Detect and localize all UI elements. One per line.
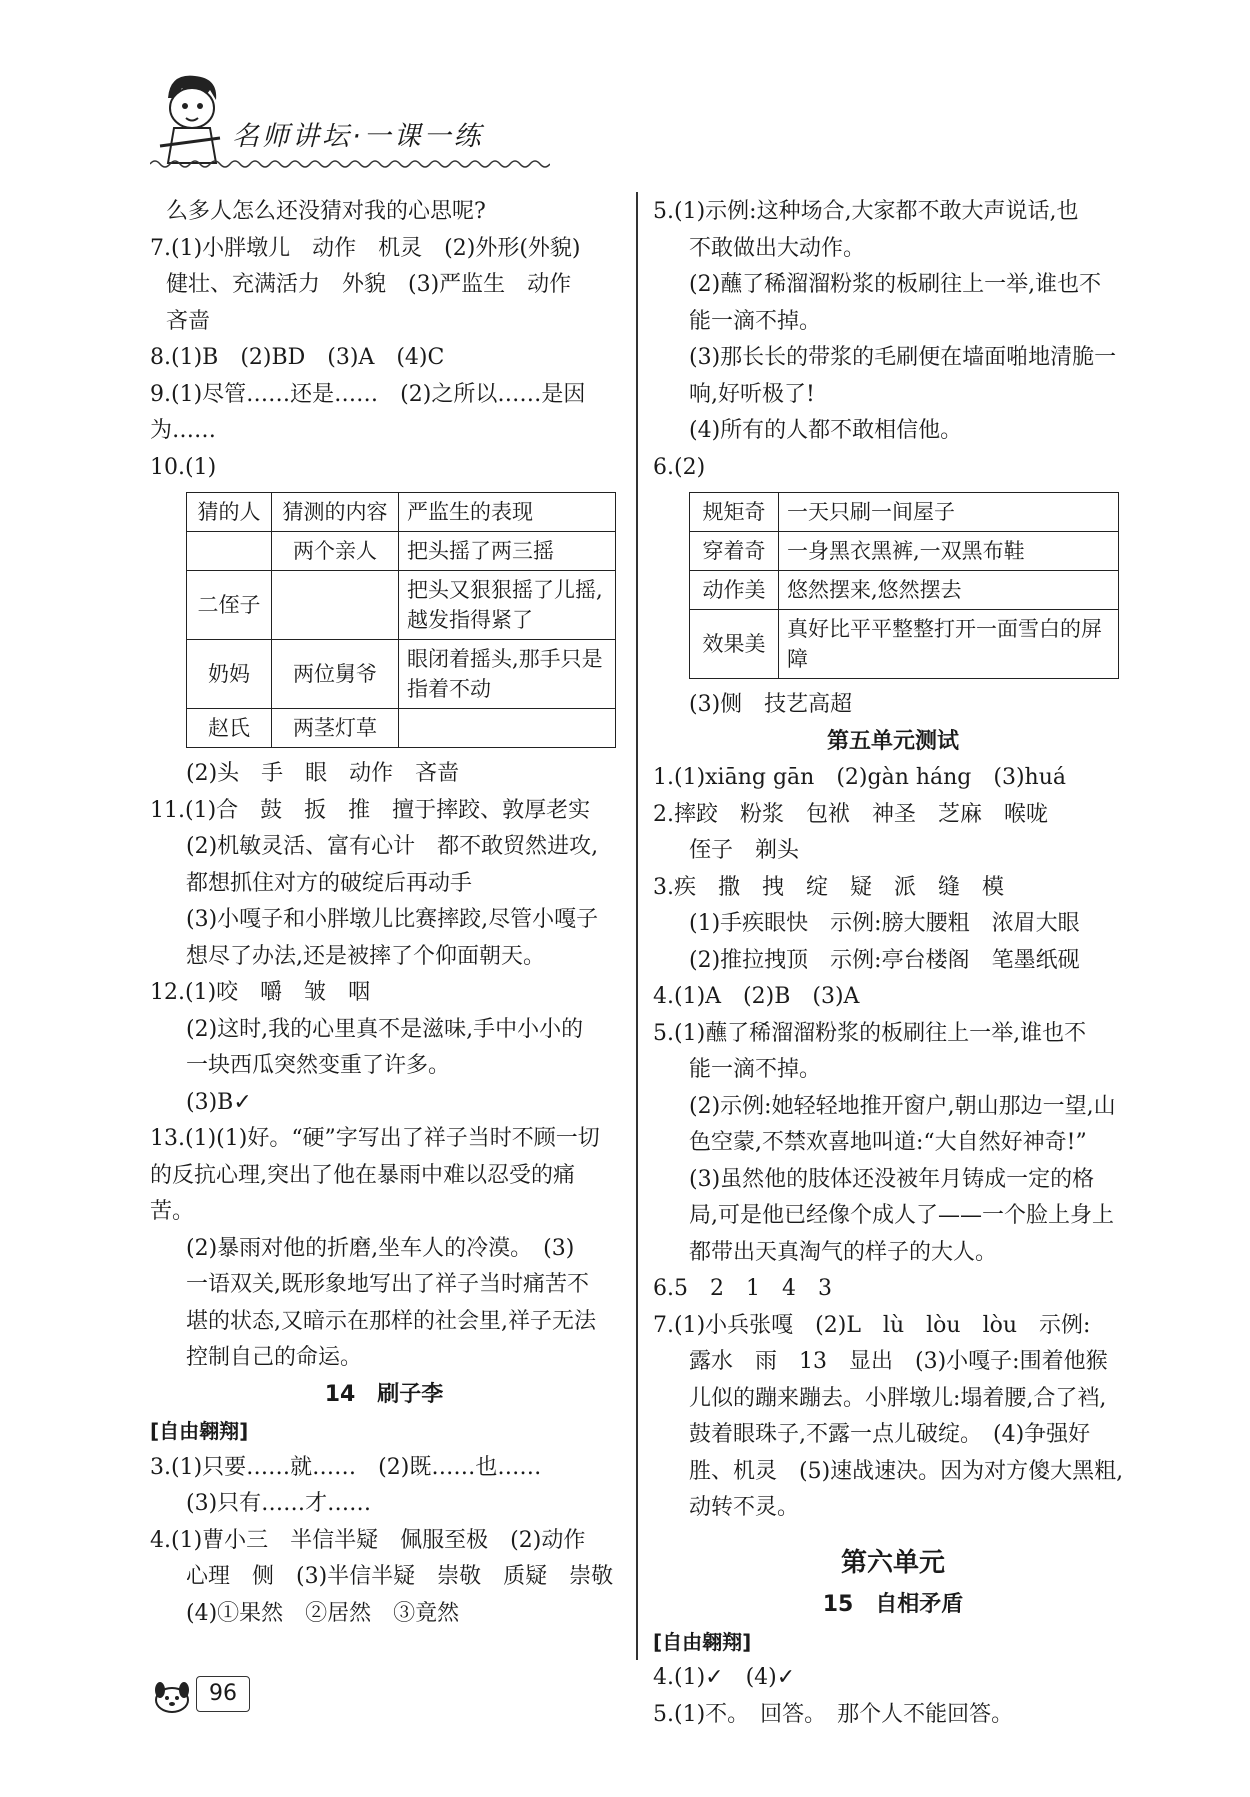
table-cell: 把头又狠狠摇了儿摇,越发指得紧了 <box>399 571 616 640</box>
text-line: 动转不灵。 <box>689 1495 800 1520</box>
column-divider <box>636 192 638 1660</box>
table-cell: 赵氏 <box>187 709 272 748</box>
text-line: 控制自己的命运。 <box>186 1345 363 1370</box>
text-line: (2)示例:她轻轻地推开窗户,朝山那边一望,山 <box>689 1093 1116 1119</box>
text-line: 堪的状态,又暗示在那样的社会里,祥子无法 <box>186 1308 596 1334</box>
section-title: 14 刷子李 <box>324 1381 444 1407</box>
text-line: 儿似的蹦来蹦去。小胖墩儿:塌着腰,合了裆, <box>689 1385 1107 1411</box>
table-cell <box>187 532 272 571</box>
table-cell: 眼闭着摇头,那手只是指着不动 <box>399 640 616 709</box>
text-line: (2)机敏灵活、富有心计 都不敢贸然进攻, <box>186 834 599 859</box>
text-line: 2.摔跤 粉浆 包袱 神圣 芝麻 喉咙 <box>653 801 1048 827</box>
table-cell: 二侄子 <box>187 571 272 640</box>
text-line: (4)①果然 ②居然 ③竟然 <box>186 1600 460 1626</box>
text-line: 7.(1)小胖墩儿 动作 机灵 (2)外形(外貌) <box>150 235 581 261</box>
table-cell: 一身黑衣黑裤,一双黑布鞋 <box>779 532 1119 571</box>
text-line: (3)小嘎子和小胖墩儿比赛摔跤,尽管小嘎子 <box>186 907 599 932</box>
dog-mascot-icon <box>150 1676 194 1716</box>
section-tag: [自由翱翔] <box>150 1419 249 1443</box>
section-tag: [自由翱翔] <box>653 1629 752 1654</box>
header-title: 名师讲坛·一课一练 <box>232 121 484 152</box>
text-line: 10.(1) <box>150 454 217 480</box>
text-line: 能一滴不掉。 <box>689 308 822 334</box>
text-line: (3)侧 技艺高超 <box>689 692 853 717</box>
unit-title: 第六单元 <box>840 1547 945 1578</box>
table-cell: 两个亲人 <box>272 532 399 571</box>
text-line: (2)推拉拽顶 示例:亭台楼阁 笔墨纸砚 <box>689 947 1080 973</box>
text-line: (2)蘸了稀溜溜粉浆的板刷往上一举,谁也不 <box>689 272 1102 297</box>
text-line: 一块西瓜突然变重了许多。 <box>186 1053 451 1078</box>
text-line: 侄子 剃头 <box>689 838 800 863</box>
brush-li-table <box>689 492 1119 679</box>
text-line: 苦。 <box>150 1199 195 1224</box>
text-line: 4.(1)曹小三 半信半疑 佩服至极 (2)动作 <box>150 1527 586 1553</box>
text-line: (4)所有的人都不敢相信他。 <box>689 418 963 443</box>
text-line: 4.(1)✓ (4)✓ <box>653 1665 796 1690</box>
text-line: 4.(1)A (2)B (3)A <box>653 984 860 1009</box>
text-line: (3)B✓ <box>186 1089 252 1115</box>
text-line: 5.(1)不。 回答。 那个人不能回答。 <box>653 1701 1014 1727</box>
text-line: 5.(1)蘸了稀溜溜粉浆的板刷往上一举,谁也不 <box>653 1020 1087 1046</box>
text-line: 么多人怎么还没猜对我的心思呢? <box>166 199 486 224</box>
text-line: 想尽了办法,还是被摔了个仰面朝天。 <box>186 943 545 969</box>
table-cell: 一天只刷一间屋子 <box>779 493 1119 532</box>
text-line: 露水 雨 13 显出 (3)小嘎子:围着他猴 <box>689 1349 1108 1374</box>
table-cell <box>272 571 399 640</box>
text-line: 6.(2) <box>653 454 706 480</box>
text-line: (1)手疾眼快 示例:膀大腰粗 浓眉大眼 <box>689 911 1080 936</box>
text-line: 12.(1)咬 嚼 皱 咽 <box>150 980 371 1005</box>
table-header: 严监生的表现 <box>399 493 616 532</box>
text-line: 一语双关,既形象地写出了祥子当时痛苦不 <box>186 1272 589 1297</box>
text-line: (3)虽然他的肢体还没被年月铸成一定的格 <box>689 1166 1095 1192</box>
left-column <box>150 194 618 1632</box>
text-line: (3)只有……才…… <box>186 1491 372 1516</box>
text-line: (2)这时,我的心里真不是滋味,手中小小的 <box>186 1016 584 1042</box>
text-line: 胜、机灵 (5)速战速决。因为对方傻大黑粗, <box>689 1458 1124 1484</box>
boy-mascot-icon <box>150 68 230 168</box>
text-line: 8.(1)B (2)BD (3)A (4)C <box>150 345 445 370</box>
text-line: (2)头 手 眼 动作 吝啬 <box>186 761 460 786</box>
table-cell: 动作美 <box>690 571 779 610</box>
table-cell: 悠然摆来,悠然摆去 <box>779 571 1119 610</box>
text-line: 3.疾 撒 拽 绽 疑 派 缝 模 <box>653 874 1004 900</box>
table-cell: 效果美 <box>690 610 779 679</box>
text-line: 1.(1)xiāng gān (2)gàn háng (3)huá <box>653 765 1067 790</box>
text-line: 鼓着眼珠子,不露一点儿破绽。 (4)争强好 <box>689 1422 1091 1447</box>
table-cell <box>399 709 616 748</box>
text-line: (3)那长长的带浆的毛刷便在墙面啪地清脆一 <box>689 345 1117 370</box>
text-line: 3.(1)只要……就…… (2)既……也…… <box>150 1454 542 1480</box>
text-line: 能一滴不掉。 <box>689 1057 822 1082</box>
guess-table <box>186 492 616 748</box>
text-line: 响,好听极了! <box>689 381 815 407</box>
table-cell: 穿着奇 <box>690 532 779 571</box>
text-line: 6.5 2 1 4 3 <box>653 1276 832 1301</box>
text-line: 心理 侧 (3)半信半疑 崇敬 质疑 崇敬 <box>186 1564 614 1589</box>
text-line: 吝啬 <box>166 308 211 334</box>
text-line: 5.(1)示例:这种场合,大家都不敢大声说话,也 <box>653 199 1079 224</box>
table-cell: 把头摇了两三摇 <box>399 532 616 571</box>
text-line: 都想抓住对方的破绽后再动手 <box>186 870 473 896</box>
text-line: 为…… <box>150 418 217 443</box>
text-line: 7.(1)小兵张嘎 (2)L lù lòu lòu 示例: <box>653 1312 1091 1338</box>
text-line: 色空蒙,不禁欢喜地叫道:“大自然好神奇!” <box>689 1130 1087 1155</box>
text-line: 的反抗心理,突出了他在暴雨中难以忍受的痛 <box>150 1162 575 1188</box>
table-cell: 奶妈 <box>187 640 272 709</box>
page-number: 96 <box>196 1676 250 1712</box>
text-line: 健壮、充满活力 外貌 (3)严监生 动作 <box>166 272 572 297</box>
table-cell: 两位舅爷 <box>272 640 399 709</box>
table-cell: 真好比平平整整打开一面雪白的屏障 <box>779 610 1119 679</box>
text-line: 9.(1)尽管……还是…… (2)之所以……是因 <box>150 381 586 407</box>
text-line: 都带出天真淘气的样子的大人。 <box>689 1239 998 1265</box>
right-column <box>653 194 1133 1733</box>
table-header: 猜测的内容 <box>272 493 399 532</box>
table-cell: 两茎灯草 <box>272 709 399 748</box>
text-line: 不敢做出大动作。 <box>689 235 866 261</box>
section-title: 15 自相矛盾 <box>822 1592 964 1617</box>
text-line: (2)暴雨对他的折磨,坐车人的冷漠。 (3) <box>186 1235 575 1261</box>
text-line: 局,可是他已经像个成人了——一个脸上身上 <box>689 1203 1114 1228</box>
section-title: 第五单元测试 <box>826 728 959 754</box>
table-cell: 规矩奇 <box>690 493 779 532</box>
text-line: 11.(1)合 鼓 扳 推 擅于摔跤、敦厚老实 <box>150 797 591 823</box>
header-wave-divider <box>150 158 550 170</box>
table-header: 猜的人 <box>187 493 272 532</box>
text-line: 13.(1)(1)好。“硬”字写出了祥子当时不顾一切 <box>150 1126 600 1151</box>
